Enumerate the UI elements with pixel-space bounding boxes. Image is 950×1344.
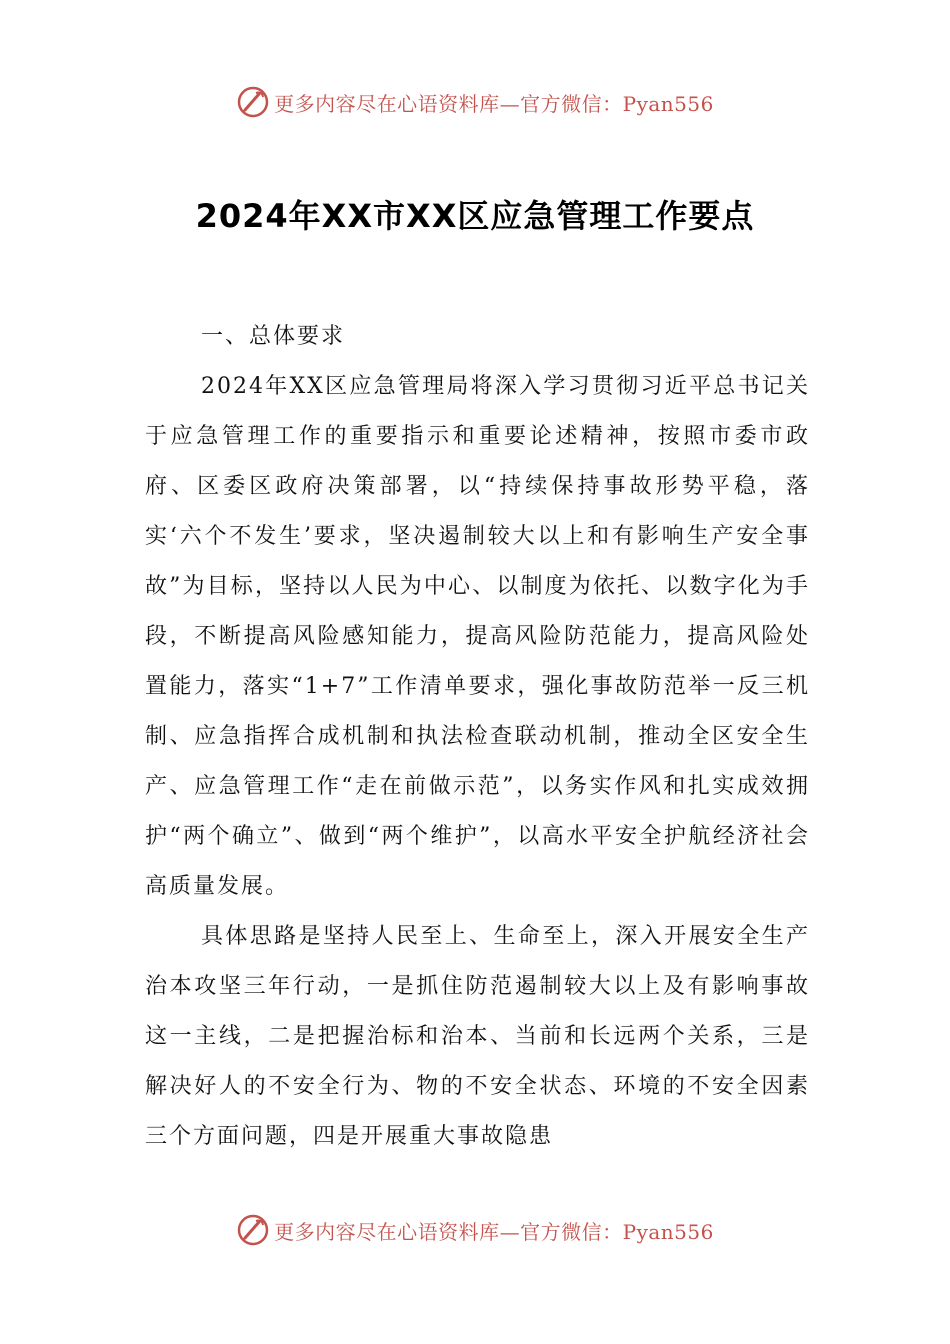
- pen-circle-logo-icon: [236, 1213, 270, 1247]
- header-watermark-banner: [0, 82, 950, 122]
- document-title: 2024年XX市XX区应急管理工作要点: [195, 197, 755, 236]
- body-paragraph: 具体思路是坚持人民至上、生命至上，深入开展安全生产治本攻坚三年行动，一是抓住防范遏制较大以上及有影响事故这一主线，二是把握治标和治本、当前和长远两个关系，三是解决好人的不安全行为、物的不安全状态、环境的不安全因素三个方面问题，四是开展重大事故隐患: [145, 924, 810, 1149]
- header-watermark-text: 更多内容尽在心语资料库—官方微信：Pyan556: [274, 91, 714, 116]
- body-paragraph: 2024年XX区应急管理局将深入学习贯彻习近平总书记关于应急管理工作的重要指示和重要论述精神，按照市委市政府、区委区政府决策部署，以“持续保持事故形势平稳，落实‘六个不发生’要求，坚决遏制较大以上和有影响生产安全事故”为目标，坚持以人民为中心、以制度为依托、以数字化为手段，不断提高风险感知能力，提高风险防范能力，提高风险处置能力，落实“1+7”工作清单要求，强化事故防范举一反三机制、应急指挥合成机制和执法检查联动机制，推动全区安全生产、应急管理工作“走在前做示范”，以务实作风和扎实成效拥护“两个确立”、做到“两个维护”，以高水平安全护航经济社会高质量发展。: [145, 374, 810, 899]
- footer-watermark-text: 更多内容尽在心语资料库—官方微信：Pyan556: [274, 1219, 714, 1244]
- document-body: [145, 312, 810, 1162]
- pen-circle-logo-icon: [236, 85, 270, 119]
- footer-watermark-banner: [0, 1210, 950, 1250]
- section-heading: 一、总体要求: [201, 324, 346, 349]
